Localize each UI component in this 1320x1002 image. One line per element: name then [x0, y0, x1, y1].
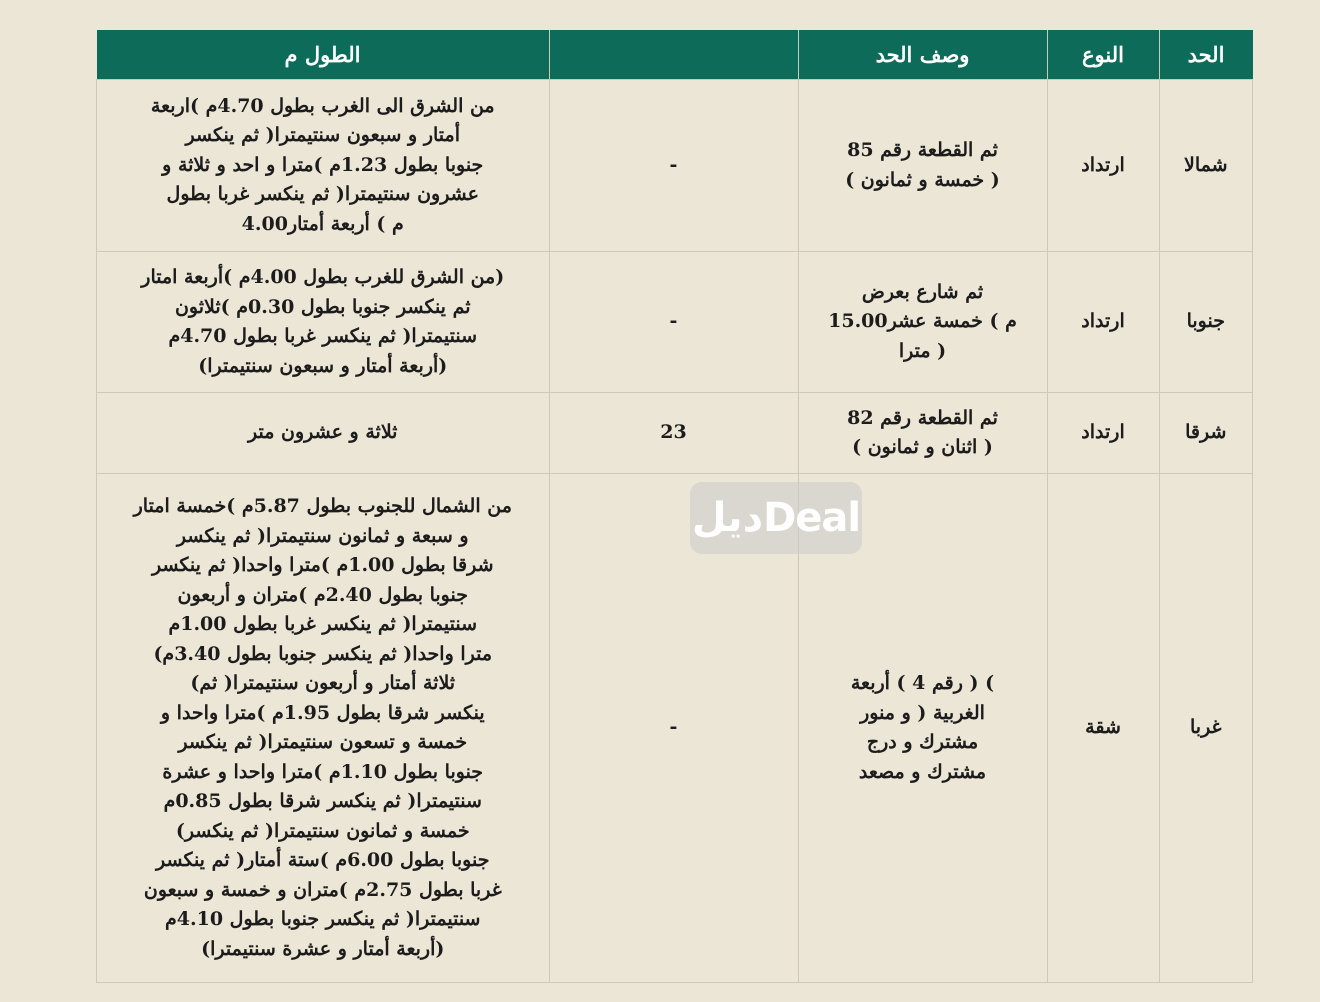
watermark-logo	[690, 482, 862, 554]
boundaries-table	[96, 30, 1253, 983]
cell-description: ثم القطعة رقم 85 ( خمسة و ثمانون )	[798, 80, 1047, 252]
cell-type: شقة	[1047, 474, 1159, 983]
table-header-row	[97, 30, 1253, 80]
cell-number: 23	[549, 393, 798, 474]
cell-description: ثم شارع بعرض م ) خمسة عشر15.00 ( مترا	[798, 252, 1047, 393]
cell-length: (من الشرق للغرب بطول 4.00م )أربعة امتار ثم ينكسر جنوبا بطول 0.30م )ثلاثون سنتيمترا( ثم ينكسر غربا بطول 4.70م (أربعة أمتار و سبعون سنتيمترا)	[97, 252, 550, 393]
cell-side: شمالا	[1159, 80, 1253, 252]
cell-number: -	[549, 474, 798, 983]
table-row	[97, 393, 1253, 474]
cell-description: ) ( رقم 4 ) أربعة الغربية ( و منور مشترك و درج مشترك و مصعد	[798, 474, 1047, 983]
header-side: الحد	[1159, 30, 1253, 80]
cell-side: جنوبا	[1159, 252, 1253, 393]
cell-number: -	[549, 252, 798, 393]
header-type: النوع	[1047, 30, 1159, 80]
cell-type: ارتداد	[1047, 393, 1159, 474]
table-row	[97, 474, 1253, 983]
cell-length: من الشرق الى الغرب بطول 4.70م )اربعة أمتار و سبعون سنتيمترا( ثم ينكسر جنوبا بطول 1.23م )مترا و احد و ثلاثة و عشرون سنتيمترا( ثم ينكسر غربا بطول م ) أربعة أمتار4.00	[97, 80, 550, 252]
cell-side: غربا	[1159, 474, 1253, 983]
cell-description: ثم القطعة رقم 82 ( اثنان و ثمانون )	[798, 393, 1047, 474]
table-row	[97, 252, 1253, 393]
cell-type: ارتداد	[1047, 80, 1159, 252]
header-number	[549, 30, 798, 80]
header-description: وصف الحد	[798, 30, 1047, 80]
table-row	[97, 80, 1253, 252]
cell-length: ثلاثة و عشرون متر	[97, 393, 550, 474]
watermark-text: ديلDeal	[691, 495, 861, 541]
header-length: الطول م	[97, 30, 550, 80]
cell-length: من الشمال للجنوب بطول 5.87م )خمسة امتار و سبعة و ثمانون سنتيمترا( ثم ينكسر شرقا بطول 1.00م )مترا واحدا( ثم ينكسر جنوبا بطول 2.40م )متران و أربعون سنتيمترا( ثم ينكسر غربا بطول 1.00م مترا واحدا( ثم ينكسر جنوبا بطول 3.40م) ثلاثة أمتار و أربعون سنتيمترا( ثم) ينكسر شرقا بطول 1.95م )مترا واحدا و خمسة و تسعون سنتيمترا( ثم ينكسر جنوبا بطول 1.10م )مترا واحدا و عشرة سنتيمترا( ثم ينكسر شرقا بطول 0.85م خمسة و ثمانون سنتيمترا( ثم ينكسر) جنوبا بطول 6.00م )ستة أمتار( ثم ينكسر غربا بطول 2.75م )متران و خمسة و سبعون سنتيمترا( ثم ينكسر جنوبا بطول 4.10م (أربعة أمتار و عشرة سنتيمترا)	[97, 474, 550, 983]
cell-number: -	[549, 80, 798, 252]
cell-side: شرقا	[1159, 393, 1253, 474]
cell-type: ارتداد	[1047, 252, 1159, 393]
